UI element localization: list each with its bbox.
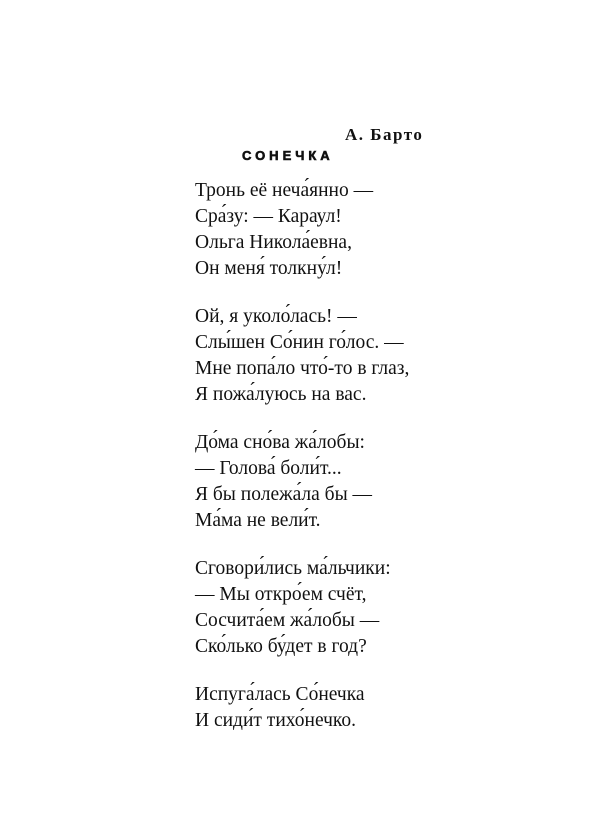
poem-line: Ма́ма не вели́т.: [195, 510, 321, 531]
poem-line: Сра́зу: — Караул!: [195, 206, 342, 227]
author-name: А. Барто: [345, 125, 424, 144]
poem-line: Мне попа́ло что́-то в глаз,: [195, 358, 410, 379]
stanza: [195, 682, 495, 734]
stanza: [195, 430, 495, 534]
poem-line: Я бы полежа́ла бы —: [195, 484, 373, 505]
poem-line: Ско́лько бу́дет в год?: [195, 636, 367, 657]
poem-line: До́ма сно́ва жа́лобы:: [195, 432, 365, 453]
poem-line: Сосчита́ем жа́лобы —: [195, 610, 380, 631]
poem-body: [195, 178, 495, 756]
poem-line: Сговори́лись ма́льчики:: [195, 558, 391, 579]
poem-line: Испуга́лась Со́нечка: [195, 684, 365, 705]
poem-line: И сиди́т тихо́нечко.: [195, 710, 357, 731]
stanza: [195, 178, 495, 282]
stanza: [195, 304, 495, 408]
poem-line: Я пожа́луюсь на вас.: [195, 384, 367, 405]
poem-line: Ой, я уколо́лась! —: [195, 306, 357, 327]
poem-line: Он меня́ толкну́л!: [195, 258, 343, 279]
poem-title: СОНЕЧКА: [242, 148, 334, 163]
poem-line: — Мы откро́ем счёт,: [195, 584, 367, 605]
poem-line: — Голова́ боли́т...: [195, 458, 342, 479]
stanza: [195, 556, 495, 660]
poem-line: Тронь её неча́янно —: [195, 180, 374, 201]
poem-line: Ольга Никола́евна,: [195, 232, 352, 253]
poem-line: Слы́шен Со́нин го́лос. —: [195, 332, 404, 353]
